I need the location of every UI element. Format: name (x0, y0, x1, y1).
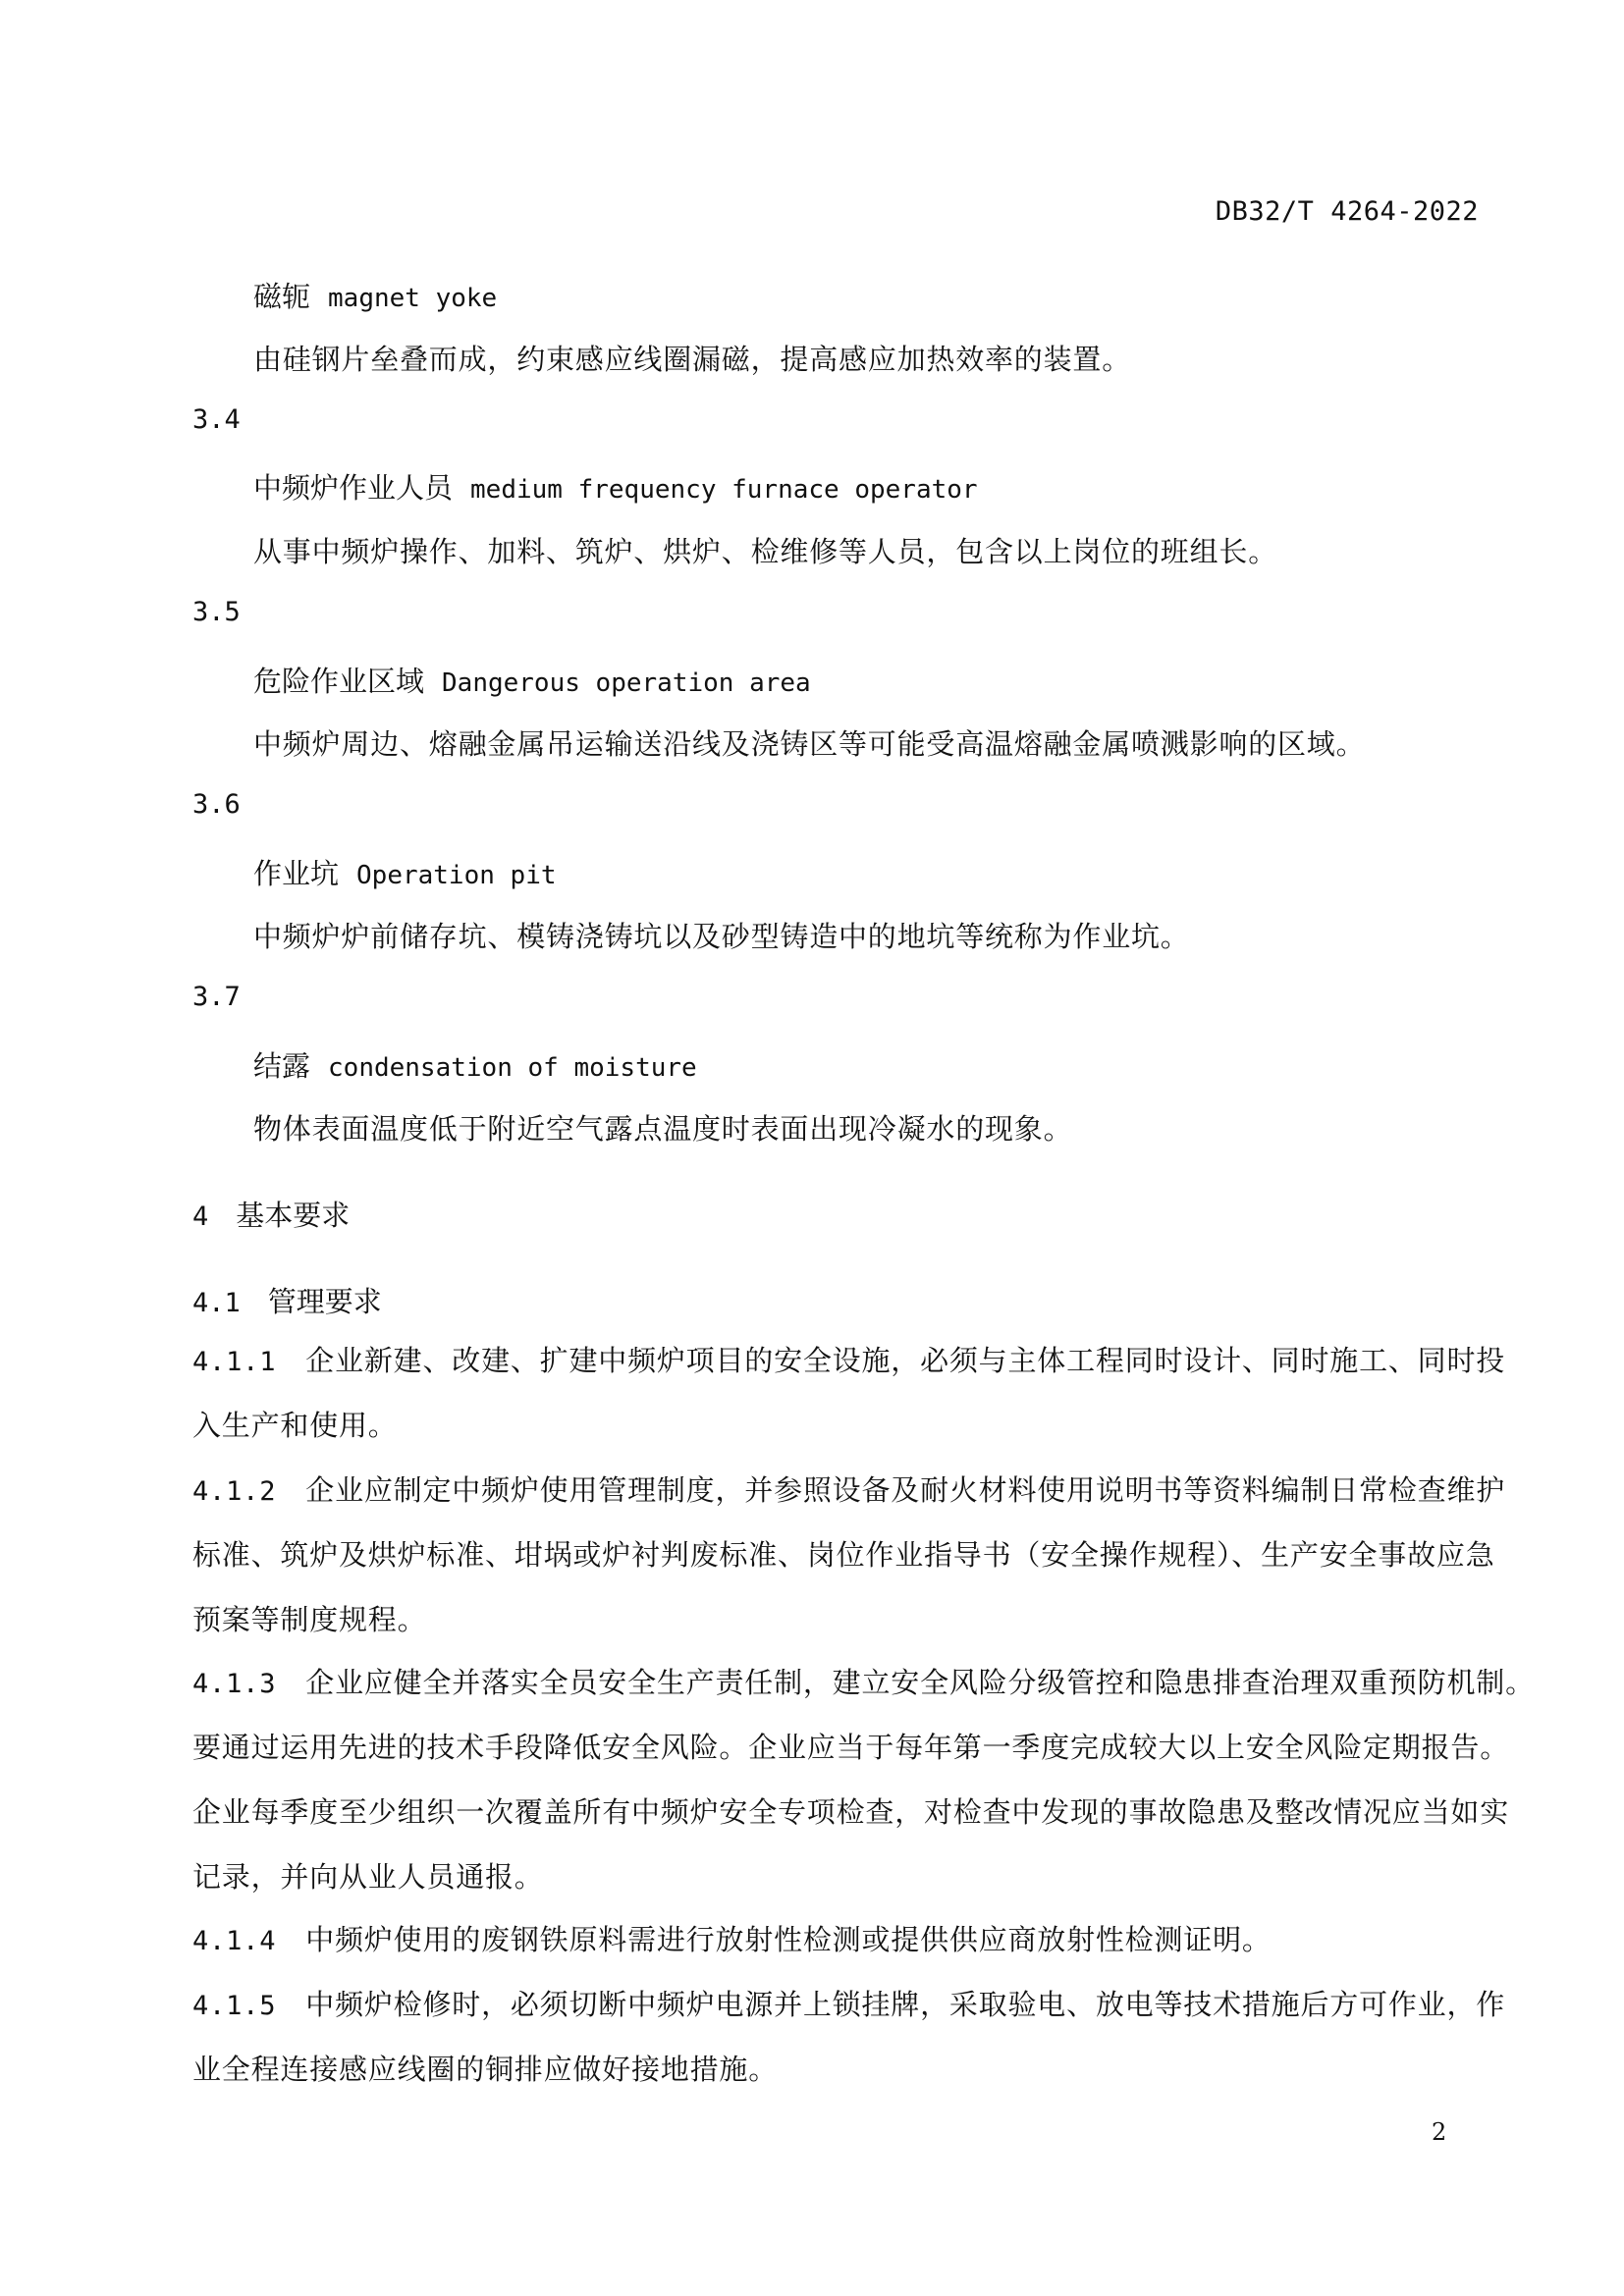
term-zh: 作业坑 (253, 857, 340, 890)
term-en: medium frequency furnace operator (470, 475, 978, 505)
clause-line (192, 1458, 1506, 1522)
clause-text: 中频炉使用的废钢铁原料需进行放射性检测或提供供应商放射性检测证明。 (305, 1923, 1272, 1956)
term-definition: 中频炉周边、熔融金属吊运输送沿线及浇铸区等可能受高温熔融金属喷溅影响的区域。 (253, 727, 1366, 761)
term-zh: 结露 (253, 1049, 311, 1083)
term-title (253, 1044, 697, 1085)
subsection-title: 管理要求 (267, 1285, 382, 1318)
clause (192, 1328, 1506, 1458)
term-zh: 中频炉作业人员 (253, 471, 454, 505)
term-definition: 从事中频炉操作、加料、筑炉、烘炉、检维修等人员，包含以上岗位的班组长。 (253, 535, 1278, 568)
section-heading (192, 1194, 350, 1234)
clause-line (192, 1907, 1469, 1972)
term-definition: 物体表面温度低于附近空气露点温度时表面出现冷凝水的现象。 (253, 1112, 1073, 1146)
term-zh: 磁轭 (253, 280, 311, 313)
term-en: condensation of moisture (328, 1053, 697, 1083)
term-en: Operation pit (356, 861, 557, 890)
term-en: magnet yoke (328, 284, 498, 313)
clause-line: 业全程连接感应线圈的铜排应做好接地措施。 (192, 2053, 779, 2086)
clause-line (192, 1972, 1506, 2037)
term-en: Dangerous operation area (442, 668, 811, 698)
clause-number: 4.1.5 (192, 1991, 277, 2021)
term-number: 3.4 (192, 404, 241, 435)
clause-text: 企业应健全并落实全员安全生产责任制，建立安全风险分级管控和隐患排查治理双重预防机制。 (305, 1666, 1535, 1699)
section-number: 4 (192, 1201, 209, 1232)
clause-line (192, 1650, 1535, 1715)
term-zh: 危险作业区域 (253, 665, 425, 698)
clause (192, 1458, 1506, 1652)
clause-number: 4.1.3 (192, 1669, 277, 1699)
term-number: 3.7 (192, 982, 241, 1012)
clause-line: 预案等制度规程。 (192, 1603, 427, 1636)
term-number: 3.6 (192, 789, 241, 820)
term-number: 3.5 (192, 597, 241, 627)
clause-number: 4.1.4 (192, 1926, 277, 1956)
section-title: 基本要求 (236, 1199, 351, 1232)
clause-line: 企业每季度至少组织一次覆盖所有中频炉安全专项检查，对检查中发现的事故隐患及整改情况应当如实 (192, 1795, 1510, 1829)
term-definition: 中频炉炉前储存坑、模铸浇铸坑以及砂型铸造中的地坑等统称为作业坑。 (253, 920, 1190, 953)
subsection-heading (192, 1280, 382, 1320)
clause-text: 中频炉检修时，必须切断中频炉电源并上锁挂牌，采取验电、放电等技术措施后方可作业，作 (305, 1988, 1506, 2021)
clause-line: 标准、筑炉及烘炉标准、坩埚或炉衬判废标准、岗位作业指导书（安全操作规程）、生产安全事故应急 (192, 1538, 1495, 1572)
clause (192, 1650, 1535, 1909)
clause-line: 记录，并向从业人员通报。 (192, 1860, 544, 1894)
clause-line (192, 1328, 1506, 1393)
clause (192, 1907, 1469, 1972)
page-number: 2 (1432, 2118, 1447, 2146)
document-id: DB32/T 4264-2022 (1215, 196, 1479, 227)
clause-line: 入生产和使用。 (192, 1409, 398, 1442)
term-title (253, 852, 557, 892)
term-title (253, 466, 978, 507)
term-title (253, 660, 811, 700)
term-definition: 由硅钢片垒叠而成，约束感应线圈漏磁，提高感应加热效率的装置。 (253, 343, 1132, 376)
clause-text: 企业新建、改建、扩建中频炉项目的安全设施，必须与主体工程同时设计、同时施工、同时投 (305, 1344, 1506, 1377)
clause-number: 4.1.2 (192, 1476, 277, 1507)
clause (192, 1972, 1506, 2102)
clause-text: 企业应制定中频炉使用管理制度，并参照设备及耐火材料使用说明书等资料编制日常检查维护 (305, 1473, 1506, 1507)
term-title (253, 275, 497, 315)
clause-line: 要通过运用先进的技术手段降低安全风险。企业应当于每年第一季度完成较大以上安全风险定期报告。 (192, 1731, 1510, 1764)
clause-number: 4.1.1 (192, 1347, 277, 1377)
subsection-number: 4.1 (192, 1288, 241, 1318)
